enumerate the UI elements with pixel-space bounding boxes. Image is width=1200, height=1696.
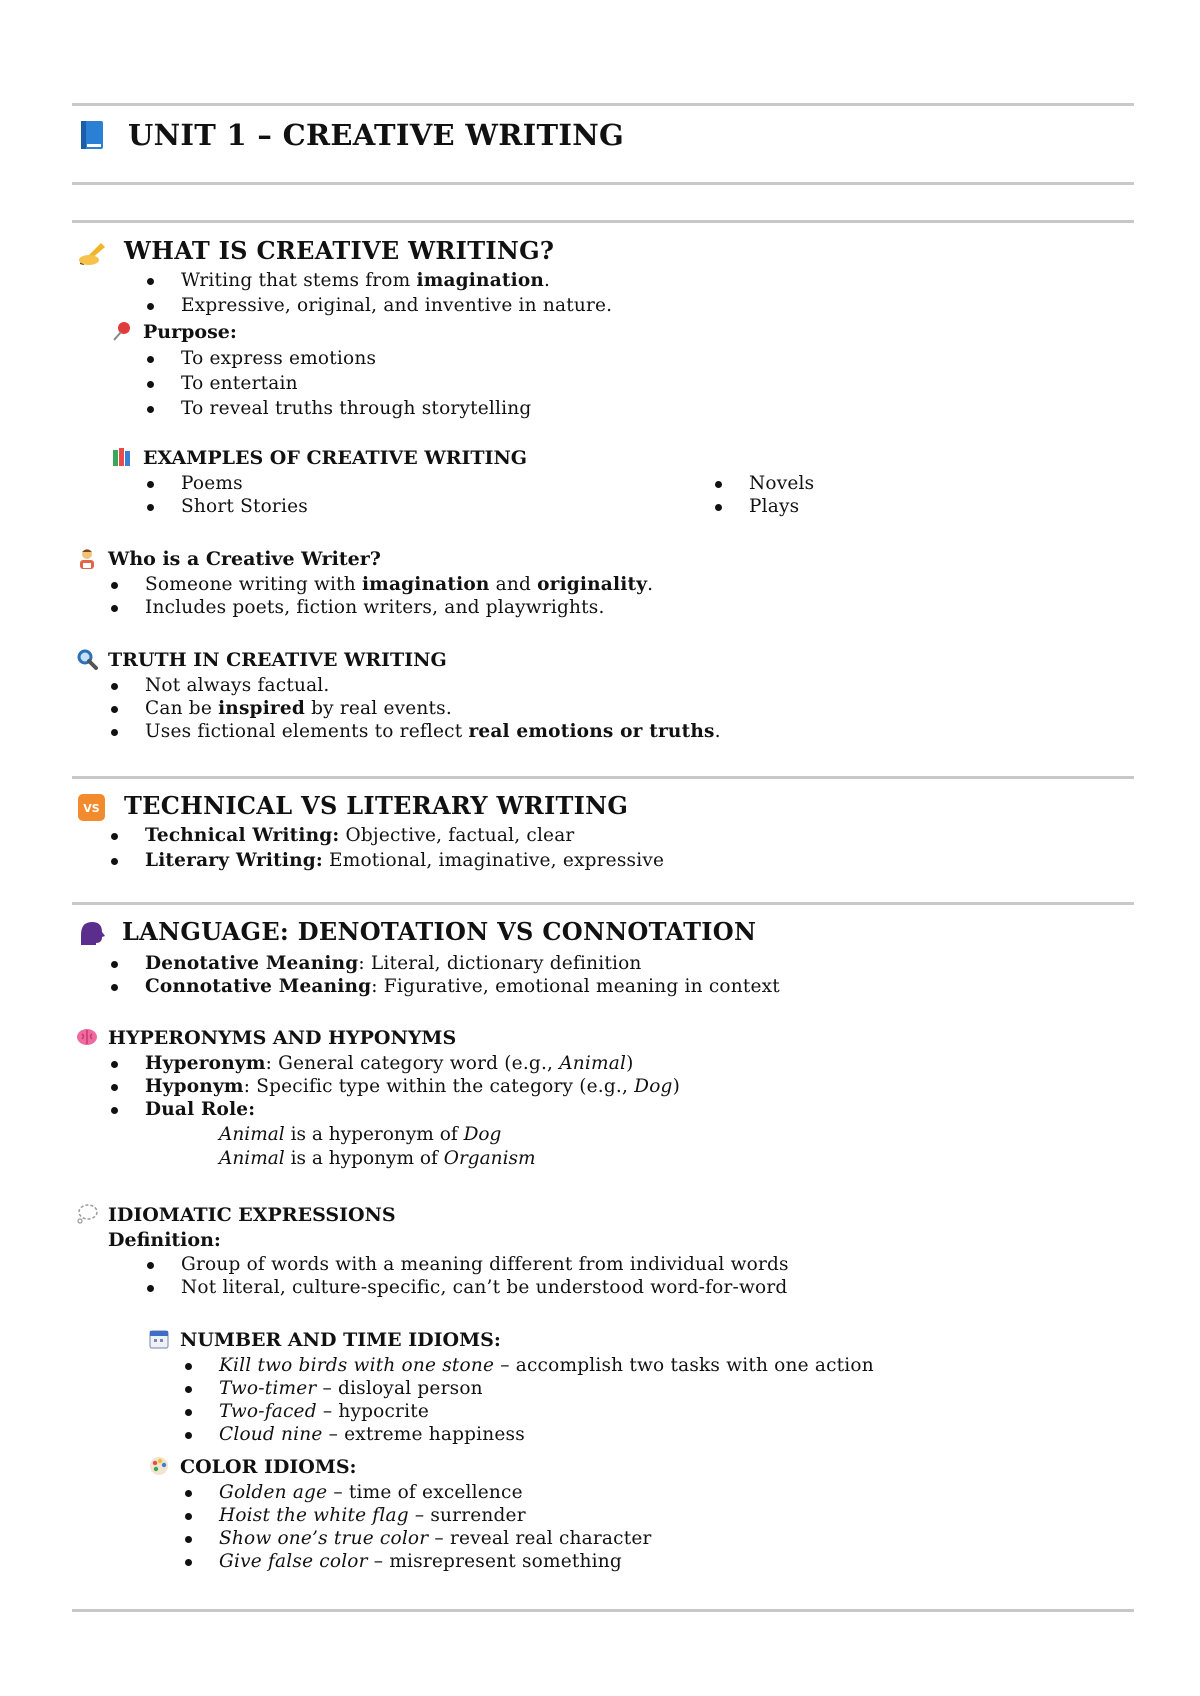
speaking-head-icon [77, 919, 107, 947]
examples-list-left [145, 472, 308, 518]
list-item: To express emotions [145, 346, 531, 371]
list-item: Golden age – time of excellence [183, 1481, 652, 1504]
list-item: Short Stories [145, 495, 308, 518]
list-item: Novels [713, 472, 814, 495]
list-item: Two-timer – disloyal person [183, 1377, 874, 1400]
list-item: Two-faced – hypocrite [183, 1400, 874, 1423]
definition-label: Definition: [108, 1229, 221, 1251]
divider [72, 1609, 1134, 1612]
definition-list [145, 1253, 789, 1299]
list-item: Dual Role: [109, 1098, 680, 1121]
dual-role-line: Animal is a hyponym of Organism [219, 1148, 536, 1169]
list-item: Cloud nine – extreme happiness [183, 1423, 874, 1446]
list-item: Can be inspired by real events. [109, 697, 721, 720]
dual-role-line: Animal is a hyperonym of Dog [219, 1124, 502, 1145]
what-is-list [145, 268, 612, 318]
hyper-heading: HYPERONYMS AND HYPONYMS [108, 1027, 457, 1049]
section-heading-what-is: WHAT IS CREATIVE WRITING? [124, 236, 555, 265]
books-icon [111, 446, 133, 468]
list-item: Show one’s true color – reveal real character [183, 1527, 652, 1550]
brain-icon [76, 1026, 98, 1048]
writing-hand-icon [77, 238, 107, 266]
list-item: Hyponym: Specific type within the category (e.g., Dog) [109, 1075, 680, 1098]
who-heading: Who is a Creative Writer? [108, 548, 381, 570]
list-item: Not literal, culture-specific, can’t be understood word-for-word [145, 1276, 789, 1299]
section-heading-tech-vs-lit: TECHNICAL VS LITERARY WRITING [124, 791, 629, 820]
list-item: Kill two birds with one stone – accomplish two tasks with one action [183, 1354, 874, 1377]
list-item: Group of words with a meaning different from individual words [145, 1253, 789, 1276]
divider [72, 182, 1134, 185]
vs-icon [78, 794, 105, 821]
page-title: UNIT 1 – CREATIVE WRITING [128, 118, 625, 152]
palette-icon [148, 1455, 170, 1477]
list-item: Hyperonym: General category word (e.g., Animal) [109, 1052, 680, 1075]
hyper-list [109, 1052, 680, 1121]
purpose-label: Purpose: [143, 321, 237, 343]
divider [72, 103, 1134, 106]
magnifying-glass-icon [76, 648, 98, 670]
blue-book-icon [79, 120, 105, 150]
color-idioms-list [183, 1481, 652, 1573]
list-item: Includes poets, fiction writers, and playwrights. [109, 596, 653, 619]
examples-heading: EXAMPLES OF CREATIVE WRITING [143, 447, 528, 469]
tech-vs-lit-list [109, 823, 664, 873]
language-list [109, 952, 780, 998]
list-item: Not always factual. [109, 674, 721, 697]
divider [72, 902, 1134, 905]
idioms-heading: IDIOMATIC EXPRESSIONS [108, 1204, 396, 1226]
calendar-icon [148, 1328, 170, 1350]
list-item: Plays [713, 495, 814, 518]
list-item: Expressive, original, and inventive in nature. [145, 293, 612, 318]
list-item: Literary Writing: Emotional, imaginative, expressive [109, 848, 664, 873]
pushpin-icon [111, 320, 133, 342]
writer-person-icon [76, 547, 98, 571]
truth-list [109, 674, 721, 743]
list-item: Denotative Meaning: Literal, dictionary definition [109, 952, 780, 975]
list-item: Poems [145, 472, 308, 495]
divider [72, 220, 1134, 223]
section-heading-language: LANGUAGE: DENOTATION VS CONNOTATION [122, 917, 757, 946]
divider [72, 776, 1134, 779]
list-item: Connotative Meaning: Figurative, emotional meaning in context [109, 975, 780, 998]
purpose-list [145, 346, 531, 421]
list-item: Hoist the white flag – surrender [183, 1504, 652, 1527]
thought-bubble-icon [76, 1203, 98, 1225]
list-item: Give false color – misrepresent something [183, 1550, 652, 1573]
list-item: Writing that stems from imagination. [145, 268, 612, 293]
list-item: Technical Writing: Objective, factual, clear [109, 823, 664, 848]
number-idioms-heading: NUMBER AND TIME IDIOMS: [180, 1329, 501, 1351]
list-item: To entertain [145, 371, 531, 396]
examples-list-right [713, 472, 814, 518]
color-idioms-heading: COLOR IDIOMS: [180, 1456, 357, 1478]
truth-heading: TRUTH IN CREATIVE WRITING [108, 649, 447, 671]
number-idioms-list [183, 1354, 874, 1446]
list-item: Uses fictional elements to reflect real emotions or truths. [109, 720, 721, 743]
list-item: Someone writing with imagination and originality. [109, 573, 653, 596]
list-item: To reveal truths through storytelling [145, 396, 531, 421]
svg-text:VS: VS [83, 802, 100, 815]
dual-role-lines [219, 1123, 536, 1171]
who-list [109, 573, 653, 619]
